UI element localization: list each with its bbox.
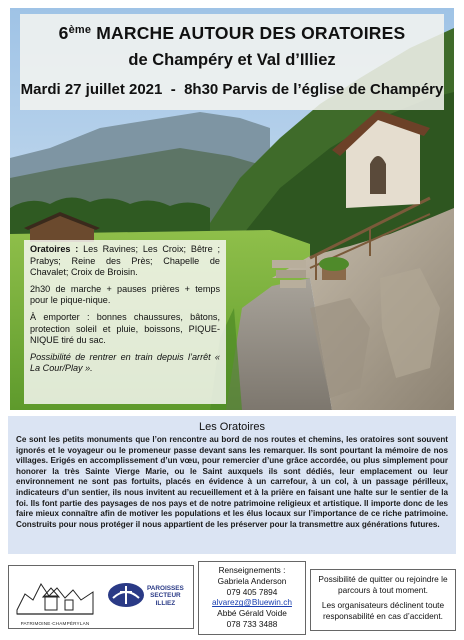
- parish-line1: PAROISSES: [147, 585, 184, 592]
- bring-list: [30, 312, 220, 347]
- patrimoine-logo: [15, 570, 95, 626]
- event-title: [20, 18, 444, 45]
- event-date: Mardi 27 juillet 2021: [20, 81, 163, 98]
- date-separator: -: [170, 81, 176, 98]
- oratoires-list: [30, 244, 220, 279]
- contact-phone-1: 079 405 7894: [226, 586, 278, 597]
- parish-line3: ILLIEZ: [155, 599, 176, 607]
- patrimoine-logo-caption: PATRIMOINE·CHAMPÉRYLAN: [20, 621, 90, 626]
- edition-number: 6: [58, 23, 69, 43]
- section-body: Ce sont les petits monuments que l’on rencontre au bord de nos routes et chemins, les oratoires sont souvent ignorés et le voyageur ou le promeneur passe devant sans les remarquer. Ils sont pourtant la mémoire de nos villages. Erigés en accomplissement d’un vœu, pour remercier d’une grâce accordée, ou plus simplement pour honorer la très Sainte Vierge Marie, ou le Saint auxquels ils sont dédiés, leur emplacement ou leur environnement ne sont pas fortuits, placés en évidence à un carrefour, à un col, à un passage périlleux, indicateurs d’un sentier, ils nous invitent au recueillement et à la prière en faisant une halte sur le sentier de la foi. Ils font partie des paysages de nos pays et de notre patrimoine religieux et artistique. Il importe donc de les faire mieux connaître afin de motiver les populations et les élus locaux sur l’importance de ce riche patrimoine. Construits pour nous protéger il nous appartient de les préserver pour la transmettre aux générations futures.: [16, 435, 448, 529]
- title-banner: [20, 14, 444, 110]
- train-note: Possibilité de rentrer en train depuis l’arrêt « La Cour/Play ».: [30, 351, 220, 374]
- event-date-place: [20, 75, 444, 105]
- oratoires-label: Oratoires :: [30, 244, 79, 254]
- oratoires-description: [8, 416, 456, 554]
- edition-suffix: ème: [68, 24, 92, 36]
- event-title-text: MARCHE AUTOUR DES ORATOIRES: [96, 23, 406, 43]
- bring-label: À emporter :: [30, 311, 90, 322]
- contact-email-link[interactable]: alvarezg@Bluewin.ch: [212, 597, 292, 608]
- contact-box: [198, 561, 306, 635]
- walk-duration: 2h30 de marche + pauses prières + temps pour le pique-nique.: [30, 283, 220, 306]
- contact-phone-2: 078 733 3488: [226, 618, 278, 629]
- bring-items: bonnes chaussures, bâtons, protection soleil et pluie, boissons, PIQUE-NIQUE tiré du sac.: [30, 311, 220, 346]
- oratoires-names: Les Ravines; Les Croix; Bêtre ; Prabys; Reine des Près; Chapelle de Chavalet; Croix de Broisin.: [30, 244, 220, 278]
- village-drawing-icon: [15, 570, 95, 618]
- parish-emblem-icon: [107, 580, 145, 610]
- contact-person-2: Abbé Gérald Voide: [217, 608, 287, 619]
- parish-line2: SECTEUR: [150, 592, 181, 600]
- event-info-box: [24, 240, 226, 404]
- section-heading: Les Oratoires: [198, 421, 266, 433]
- contact-person-1: Gabriela Anderson: [217, 575, 287, 586]
- notes-box: [310, 569, 456, 631]
- logos-box: [8, 565, 194, 629]
- parish-logo: [107, 580, 191, 616]
- note-join-leave: Possibilité de quitter ou rejoindre le parcours à tout moment.: [318, 574, 448, 595]
- event-time-place: 8h30 Parvis de l’église de Champéry: [184, 81, 444, 98]
- parish-logo-text: [147, 585, 184, 607]
- contact-label: Renseignements :: [218, 565, 286, 575]
- event-subtitle: de Champéry et Val d’Illiez: [128, 51, 336, 69]
- note-responsibility: Les organisateurs déclinent toute responsabilité en cas d’accident.: [321, 600, 445, 621]
